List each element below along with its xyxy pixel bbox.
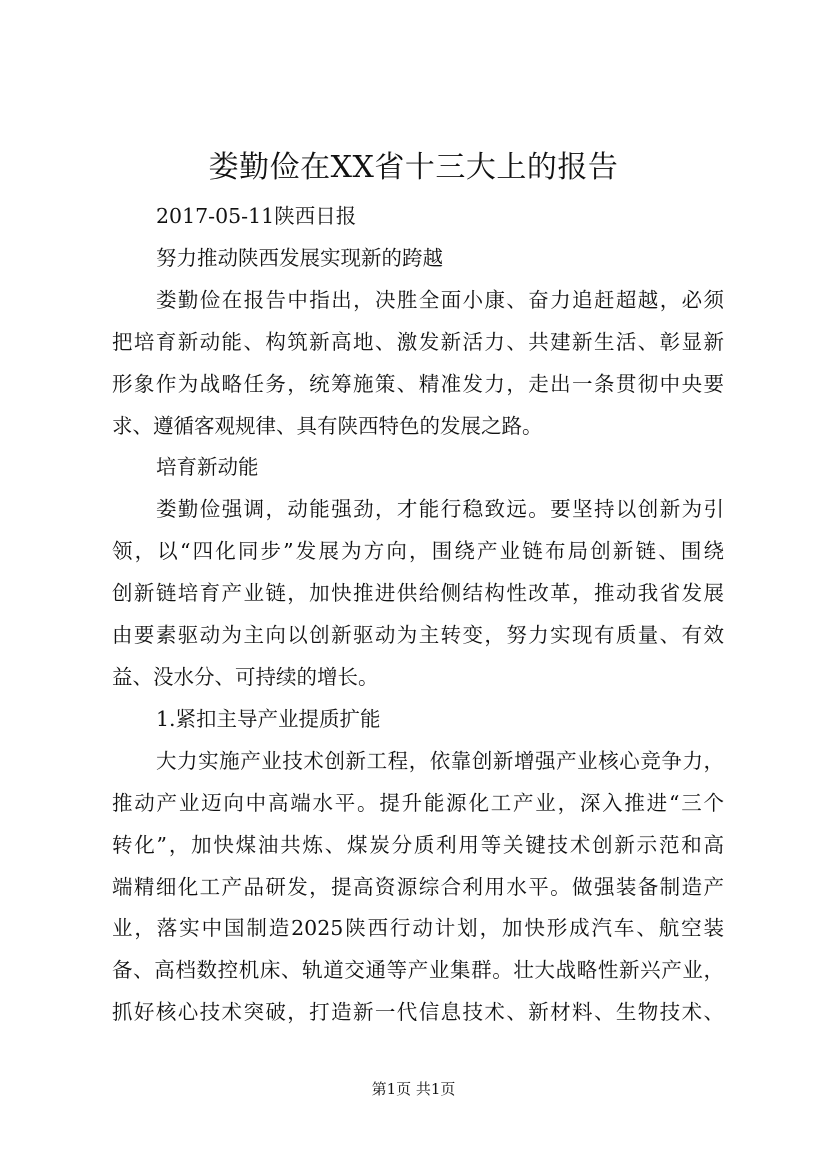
- paragraph-line: 推动产业迈向中高端水平。提升能源化工产业，深入推进“三个: [112, 790, 724, 815]
- paragraph-line: 备、高档数控机床、轨道交通等产业集群。壮大战略性新兴产业，: [112, 958, 724, 983]
- paragraph-line: 把培育新动能、构筑新高地、激发新活力、共建新生活、彰显新: [112, 329, 724, 354]
- paragraph-line: 娄勤俭强调，动能强劲，才能行稳致远。要坚持以创新为引: [156, 497, 724, 522]
- paragraph-line: 领，以“四化同步”发展为方向，围绕产业链布局创新链、围绕: [112, 539, 724, 564]
- section-heading: 培育新动能: [156, 455, 259, 480]
- paragraph-line: 创新链培育产业链，加快推进供给侧结构性改革，推动我省发展: [112, 581, 724, 606]
- paragraph-line: 求、遵循客观规律、具有陕西特色的发展之路。: [112, 413, 543, 438]
- paragraph-line: 形象作为战略任务，统筹施策、精准发力，走出一条贯彻中央要: [112, 371, 724, 396]
- paragraph-line: 抓好核心技术突破，打造新一代信息技术、新材料、生物技术、: [112, 1000, 724, 1025]
- paragraph-line: 端精细化工产品研发，提高资源综合利用水平。做强装备制造产: [112, 874, 724, 899]
- date-source-line: 2017-05-11陕西日报: [156, 204, 357, 228]
- paragraph-line: 益、没水分、可持续的增长。: [112, 664, 379, 689]
- paragraph-line: 娄勤俭在报告中指出，决胜全面小康、奋力追赶超越，必须: [156, 287, 724, 312]
- paragraph-line: 业，落实中国制造2025陕西行动计划，加快形成汽车、航空装: [112, 916, 724, 941]
- paragraph-line: 转化”，加快煤油共炼、煤炭分质利用等关键技术创新示范和高: [112, 832, 724, 857]
- subtitle-line: 努力推动陕西发展实现新的跨越: [156, 245, 443, 270]
- subsection-heading: 1.紧扣主导产业提质扩能: [156, 706, 381, 731]
- paragraph-line: 由要素驱动为主向以创新驱动为主转变，努力实现有质量、有效: [112, 623, 724, 648]
- document-body: [112, 196, 724, 1034]
- paragraph-line: 大力实施产业技术创新工程，依靠创新增强产业核心竞争力，: [156, 748, 724, 773]
- document-title: 娄勤俭在XX省十三大上的报告: [208, 150, 619, 185]
- page-footer: 第1页 共1页: [371, 1080, 456, 1098]
